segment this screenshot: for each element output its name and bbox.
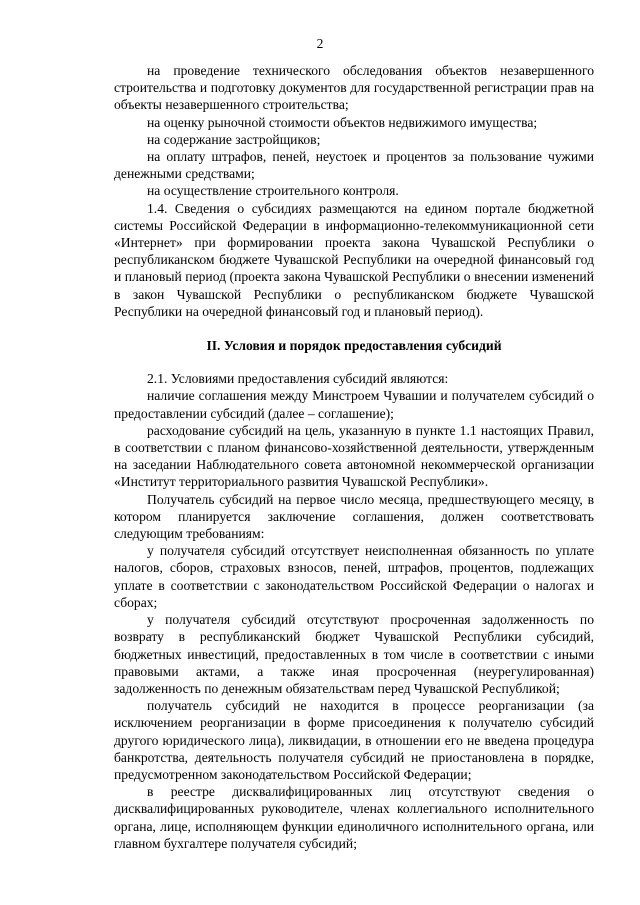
paragraph: Получатель субсидий на первое число месяца, предшествующего месяцу, в котором планируется заключение соглашения, должен соответствовать следующим требованиям:	[114, 491, 594, 542]
paragraph: 2.1. Условиями предоставления субсидий являются:	[147, 371, 449, 387]
document-body	[114, 62, 594, 852]
paragraph: на содержание застройщиков;	[147, 131, 321, 147]
paragraph: расходование субсидий на цель, указанную в пункте 1.1 настоящих Правил, в соответствии с планом финансово-хозяйственной деятельности, утвержденным на заседании Наблюдательного совета автономной некоммерческой организации «Институт территориального развития Чувашской Республики».	[114, 422, 594, 490]
paragraph: на осуществление строительного контроля.	[147, 183, 399, 199]
section-heading: II. Условия и порядок предоставления субсидий	[206, 338, 502, 354]
paragraph: в реестре дисквалифицированных лиц отсутствуют сведения о дисквалифицированных руководителе, членах коллегиального исполнительного органа, лице, исполняющем функции единоличного исполнительного органа, или главном бухгалтере получателя субсидий;	[114, 784, 594, 851]
paragraph: получатель субсидий не находится в процессе реорганизации (за исключением реорганизации в форме присоединения к получателю субсидий другого юридического лица), ликвидации, в отношении его не введена процедура банкротства, деятельность получателя субсидий не приостановлена в порядке, предусмотренном законодательством Российской Федерации;	[114, 698, 594, 782]
paragraph: у получателя субсидий отсутствуют просроченная задолженность по возврату в республиканский бюджет Чувашской Республики субсидий, бюджетных инвестиций, предоставленных в том числе в соответствии с иными правовыми актами, а также иная просроченная (неурегулированная) задолженность по денежным обязательствам перед Чувашской Республикой;	[114, 612, 594, 696]
paragraph: 1.4. Сведения о субсидиях размещаются на едином портале бюджетной системы Российской Федерации в информационно-телекоммуникационной сети «Интернет» при формировании проекта закона Чувашской Республики о республиканском бюджете Чувашской Республики на очередной финансовый год и плановый период (проекта закона Чувашской Республики о внесении изменений в закон Чувашской Республики о республиканском бюджете Чувашской Республики на очередной финансовый год и плановый период).	[114, 200, 594, 319]
paragraph: наличие соглашения между Минстроем Чувашии и получателем субсидий о предоставлении субсидий (далее – соглашение);	[114, 388, 594, 421]
page-number: 2	[316, 36, 324, 51]
paragraph: у получателя субсидий отсутствует неисполненная обязанность по уплате налогов, сборов, страховых взносов, пеней, штрафов, процентов, подлежащих уплате в соответствии с законодательством Российской Федерации о налогах и сборах;	[114, 543, 594, 610]
paragraph: на проведение технического обследования объектов незавершенного строительства и подготовку документов для государственной регистрации прав на объекты незавершенного строительства;	[114, 63, 594, 113]
paragraph: на оплату штрафов, пеней, неустоек и процентов за пользование чужими денежными средствами;	[114, 149, 594, 182]
paragraph: на оценку рыночной стоимости объектов недвижимого имущества;	[147, 114, 538, 130]
